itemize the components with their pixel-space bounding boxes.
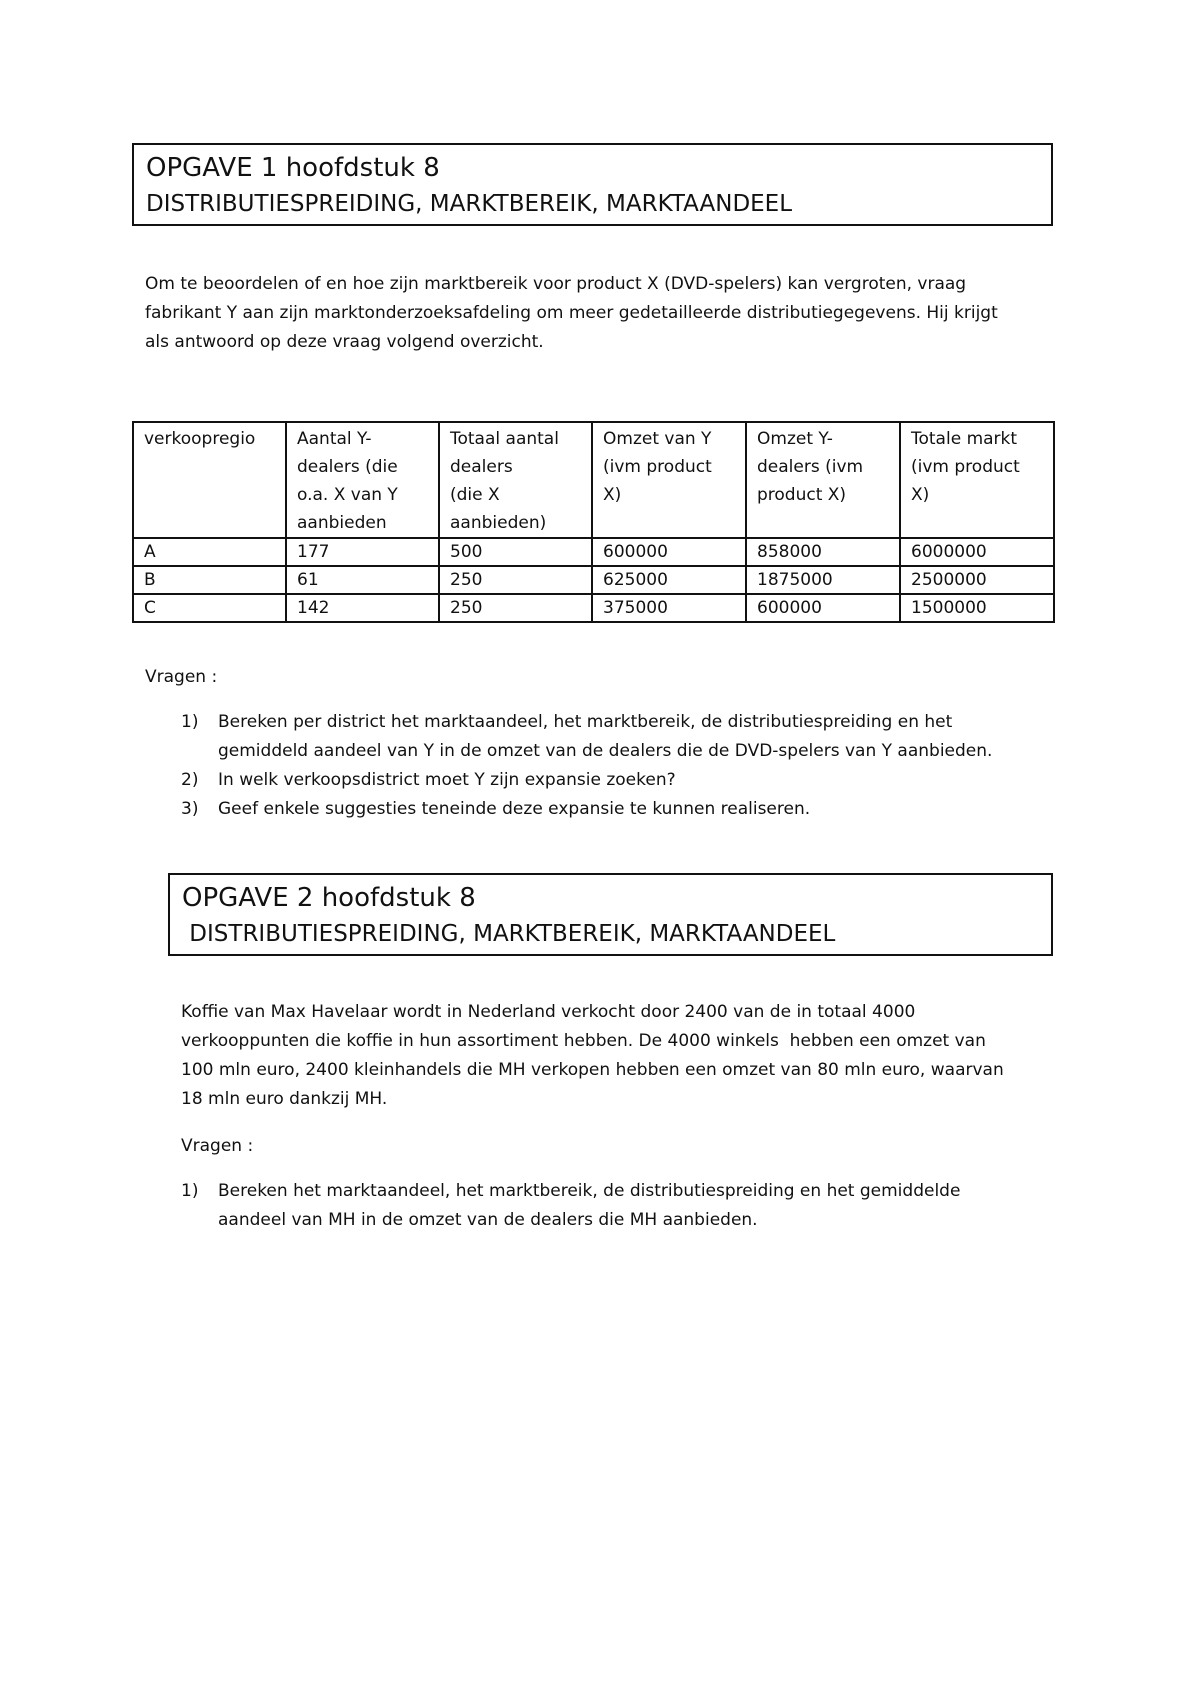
table-cell: 2500000 bbox=[900, 566, 1054, 594]
table-cell: 1875000 bbox=[746, 566, 900, 594]
header-totale-markt: Totale markt (ivm product X) bbox=[900, 422, 1054, 538]
question-number: 1) bbox=[181, 712, 199, 732]
question-line: aandeel van MH in de omzet van de dealers die MH aanbieden. bbox=[218, 1210, 758, 1230]
header-verkoopregio: verkoopregio bbox=[133, 422, 286, 538]
header-omzet-van-y: Omzet van Y (ivm product X) bbox=[592, 422, 746, 538]
question-line: gemiddeld aandeel van Y in de omzet van de dealers die de DVD-spelers van Y aanbieden. bbox=[218, 741, 993, 761]
header-totaal-aantal-dealers: Totaal aantal dealers (die X aanbieden) bbox=[439, 422, 592, 538]
table-cell: C bbox=[133, 594, 286, 622]
opgave1-question-list bbox=[181, 708, 1061, 824]
table-cell: 858000 bbox=[746, 538, 900, 566]
opgave2-body bbox=[181, 998, 1061, 1114]
body-line: 18 mln euro dankzij MH. bbox=[181, 1089, 388, 1109]
header-aantal-y-dealers: Aantal Y- dealers (die o.a. X van Y aanbieden bbox=[286, 422, 439, 538]
question-number: 3) bbox=[181, 799, 199, 819]
list-item bbox=[181, 1177, 1061, 1235]
table-row bbox=[133, 538, 1054, 566]
opgave2-title: OPGAVE 2 hoofdstuk 8 bbox=[182, 883, 476, 913]
question-line: Bereken per district het marktaandeel, het marktbereik, de distributiespreiding en het bbox=[218, 712, 953, 732]
list-item bbox=[181, 708, 1061, 766]
list-item bbox=[181, 766, 1061, 795]
table-cell: 375000 bbox=[592, 594, 746, 622]
question-number: 1) bbox=[181, 1181, 199, 1201]
table-row bbox=[133, 594, 1054, 622]
list-item bbox=[181, 795, 1061, 824]
table-cell: 142 bbox=[286, 594, 439, 622]
header-omzet-y-dealers: Omzet Y- dealers (ivm product X) bbox=[746, 422, 900, 538]
table-cell: 177 bbox=[286, 538, 439, 566]
opgave1-title-box bbox=[132, 143, 1053, 226]
table-cell: 500 bbox=[439, 538, 592, 566]
opgave1-title: OPGAVE 1 hoofdstuk 8 bbox=[146, 153, 440, 183]
intro-line: als antwoord op deze vraag volgend overzicht. bbox=[145, 332, 544, 352]
table-cell: A bbox=[133, 538, 286, 566]
table-cell: 250 bbox=[439, 594, 592, 622]
table-cell: 1500000 bbox=[900, 594, 1054, 622]
opgave1-vragen-label: Vragen : bbox=[145, 667, 218, 687]
table-cell: 600000 bbox=[746, 594, 900, 622]
table-cell: 600000 bbox=[592, 538, 746, 566]
question-number: 2) bbox=[181, 770, 199, 790]
question-line: In welk verkoopsdistrict moet Y zijn expansie zoeken? bbox=[218, 770, 676, 790]
table-cell: 625000 bbox=[592, 566, 746, 594]
opgave2-question-list bbox=[181, 1177, 1061, 1235]
opgave2-subtitle: DISTRIBUTIESPREIDING, MARKTBEREIK, MARKTAANDEEL bbox=[182, 921, 836, 947]
table-cell: 6000000 bbox=[900, 538, 1054, 566]
table-header-row bbox=[133, 422, 1054, 538]
table-row bbox=[133, 566, 1054, 594]
distribution-table bbox=[132, 421, 1055, 623]
table-cell: B bbox=[133, 566, 286, 594]
intro-line: fabrikant Y aan zijn marktonderzoeksafdeling om meer gedetailleerde distributiegegevens. Hij krijgt bbox=[145, 303, 998, 323]
body-line: verkooppunten die koffie in hun assortiment hebben. De 4000 winkels hebben een omzet van bbox=[181, 1031, 986, 1051]
opgave1-subtitle: DISTRIBUTIESPREIDING, MARKTBEREIK, MARKTAANDEEL bbox=[146, 191, 793, 217]
opgave1-intro bbox=[145, 270, 1050, 357]
question-line: Geef enkele suggesties teneinde deze expansie te kunnen realiseren. bbox=[218, 799, 811, 819]
question-line: Bereken het marktaandeel, het marktbereik, de distributiespreiding en het gemiddelde bbox=[218, 1181, 961, 1201]
opgave2-vragen-label: Vragen : bbox=[181, 1136, 254, 1156]
opgave2-title-box bbox=[168, 873, 1053, 956]
intro-line: Om te beoordelen of en hoe zijn marktbereik voor product X (DVD-spelers) kan vergroten, vraag bbox=[145, 274, 967, 294]
table-cell: 61 bbox=[286, 566, 439, 594]
body-line: Koffie van Max Havelaar wordt in Nederland verkocht door 2400 van de in totaal 4000 bbox=[181, 1002, 916, 1022]
table-cell: 250 bbox=[439, 566, 592, 594]
body-line: 100 mln euro, 2400 kleinhandels die MH verkopen hebben een omzet van 80 mln euro, waarvan bbox=[181, 1060, 1004, 1080]
